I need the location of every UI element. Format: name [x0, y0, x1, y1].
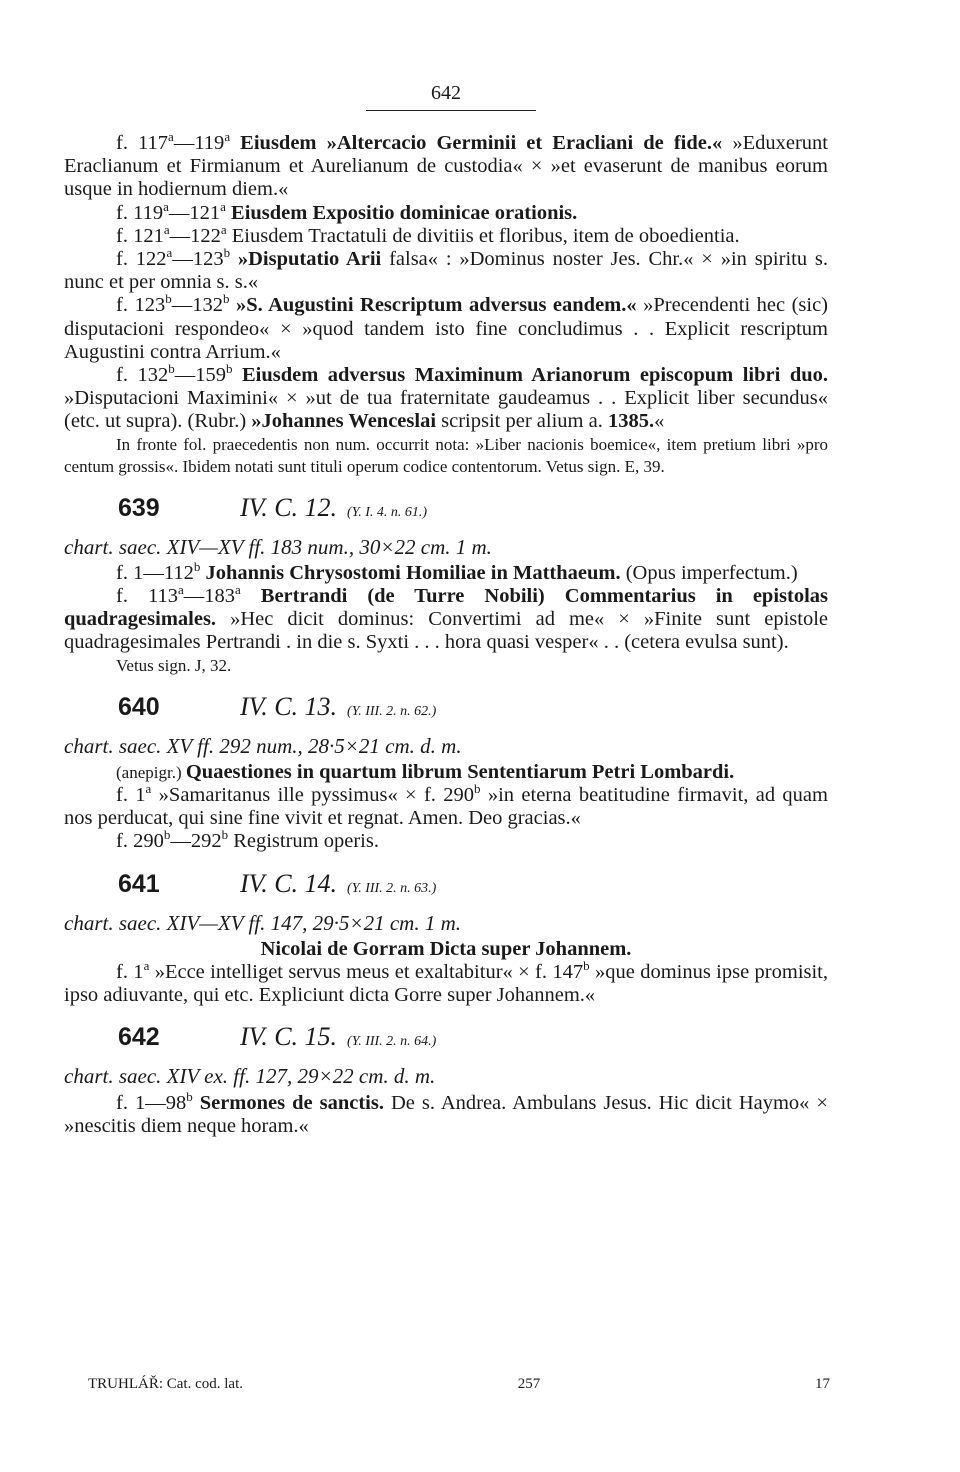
shelf-mark: IV. C. 14. [240, 868, 338, 898]
entry-heading [64, 868, 828, 912]
entry-line: f. 1—98$^b$ Sermones de sanctis. De s. Andrea. Ambulans Jesus. Hic dicit Haymo« × »nescitis diem neque horam.« [64, 1088, 828, 1137]
entry-line: f. 117$^a$—119$^a$ Eiusdem »Altercacio Germinii et Eracliani de fide.« »Eduxerunt Eraclianum et Firmianum et Aurelianum de custodia« × »et evaserunt de manibus eorum usque in hodiernum diem.« [64, 129, 828, 201]
entry-line: f. 123$^b$—132$^b$ »S. Augustini Rescriptum adversus eandem.« »Precendenti hec (sic) disputacioni respondeo« × »quod tandem isto fine concludimus . . Explicit rescriptum Augustini contra Arrium.« [64, 291, 828, 363]
entry-title: Nicolai de Gorram Dicta super Johannem. [260, 937, 632, 960]
entry-line: f. 122$^a$—123$^b$ »Disputatio Arii falsa« : »Dominus noster Jes. Chr.« × »in spiritu s. nunc et per omnia s. s.« [64, 245, 829, 294]
entry-number: 639 [118, 493, 160, 522]
entry-line: f. 121$^a$—122$^a$ Eiusdem Tractatuli de divitiis et floribus, item de oboedientia. [116, 221, 740, 247]
entry-line: f. 1$^a$ »Samaritanus ille pyssimus« × f. 290$^b$ »in eterna beatitudine firmavit, ad quam nos perducat, qui sine fine vivit et regnat. Amen. Deo gracias.« [64, 781, 828, 830]
entry-641 [64, 868, 829, 1008]
entry-line: (anepigr.) Quaestiones in quartum librum Sententiarum Petri Lombardi. [116, 760, 735, 783]
old-shelf-mark: (Y. I. 4. n. 61.) [347, 504, 428, 520]
entry-line: f. 1$^a$ »Ecce intelliget servus meus et exaltabitur« × f. 147$^b$ »que dominus ipse promisit, ipso adiuvante, qui etc. Expliciunt dicta Gorre super Johannem.« [64, 958, 829, 1007]
footer-gathering: 17 [814, 1376, 830, 1392]
entry-line: f. 119$^a$—121$^a$ Eiusdem Expositio dominicae orationis. [116, 198, 578, 224]
old-shelf-mark: (Y. III. 2. n. 64.) [347, 1034, 437, 1050]
entry-640 [64, 691, 828, 854]
physical-description: chart. saec. XIV—XV ff. 183 num., 30×22 cm. 1 m. [64, 534, 492, 559]
entry-heading [64, 691, 828, 735]
old-shelf-mark: (Y. III. 2. n. 63.) [347, 880, 437, 896]
catalog-body [64, 129, 829, 1138]
entry-number: 640 [118, 692, 160, 721]
shelf-mark: IV. C. 12. [240, 492, 338, 522]
page-number-rule [366, 110, 536, 111]
entry-number: 641 [118, 869, 160, 898]
shelf-mark: IV. C. 13. [240, 691, 338, 721]
page-footer [88, 1376, 830, 1393]
physical-description: chart. saec. XV ff. 292 num., 28·5×21 cm. d. m. [64, 733, 462, 758]
footer-signature: TRUHLÁŘ: Cat. cod. lat. [88, 1376, 243, 1392]
physical-description: chart. saec. XIV—XV ff. 147, 29·5×21 cm. 1 m. [64, 910, 461, 935]
entry-number: 642 [118, 1023, 160, 1052]
shelf-mark: IV. C. 15. [240, 1022, 338, 1052]
page-number: 642 [431, 82, 461, 104]
entry-642 [64, 1022, 828, 1138]
vetus-signature: Vetus sign. J, 32. [116, 655, 232, 675]
entry-639 [64, 492, 828, 677]
entry-line: f. 113$^a$—183$^a$ Bertrandi (de Turre Nobili) Commentarius in epistolas quadragesimales. »Hec dicit dominus: Convertimi ad me« × »Finite sunt epistole quadragesimales Pertrandi . in die s. Syxti . . . hora quasi vesper« . . (cetera evulsa sunt). [64, 582, 828, 654]
entry-line: f. 290$^b$—292$^b$ Registrum operis. [116, 827, 379, 853]
note: In fronte fol. praecedentis non num. occurrit nota: »Liber nacionis boemice«, item pretium libri »pro centum grossis«. Ibidem notati sunt tituli operum codice contentorum. Vetus sign. E, 39. [64, 434, 828, 476]
footer-sheet-number: 257 [517, 1376, 541, 1392]
physical-description: chart. saec. XIV ex. ff. 127, 29×22 cm. d. m. [64, 1064, 436, 1089]
entry-line: f. 1—112$^b$ Johannis Chrysostomi Homiliae in Matthaeum. (Opus imperfectum.) [116, 559, 798, 584]
entry-line: f. 132$^b$—159$^b$ Eiusdem adversus Maximinum Arianorum episcopum libri duo. »Disputacioni Maximini« × »ut de tua fraternitate gaudeamus . . Explicit liber secundus« (etc. ut supra). (Rubr.) »Johannes Wenceslai scripsit per alium a. 1385.« [64, 361, 828, 433]
old-shelf-mark: (Y. III. 2. n. 62.) [347, 703, 437, 719]
entry-heading [64, 1022, 828, 1065]
entry-heading [64, 492, 828, 536]
